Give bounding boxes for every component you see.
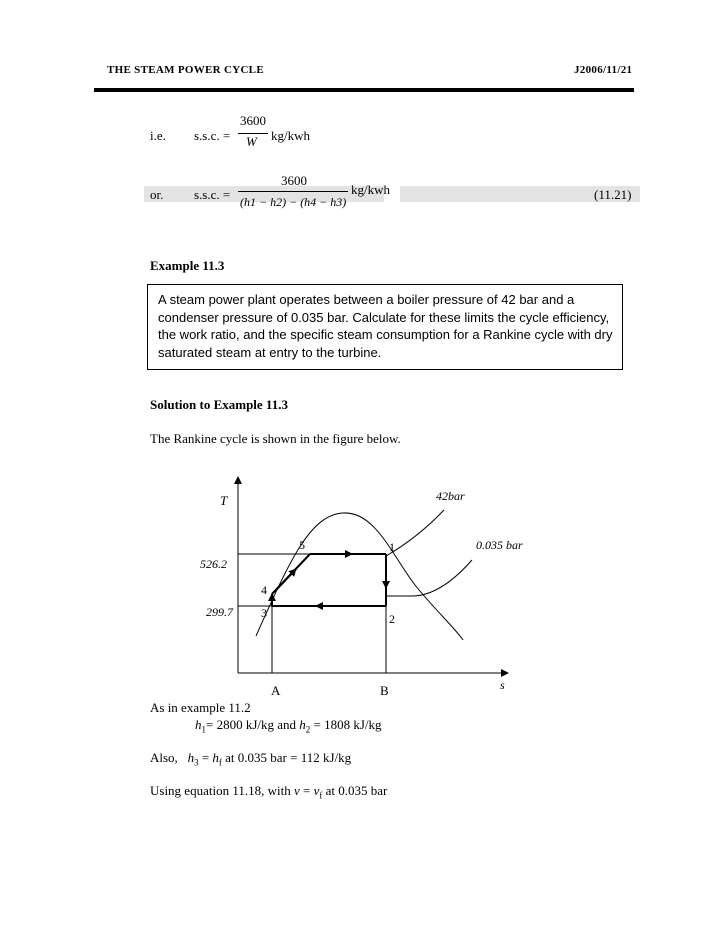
hf-symbol: h <box>212 750 219 765</box>
h1-value: = 2800 kJ/kg and <box>206 717 300 732</box>
eq1-lhs: s.s.c. = <box>194 128 231 143</box>
body-line-3 <box>150 750 351 768</box>
point-2: 2 <box>389 612 395 626</box>
solution-intro: The Rankine cycle is shown in the figure below. <box>150 431 401 446</box>
body-line-1: As in example 11.2 <box>150 700 251 715</box>
saturation-dome <box>256 513 463 640</box>
eq2-numerator: 3600 <box>281 173 307 188</box>
eq2-lhs: s.s.c. = <box>194 187 231 202</box>
eq2-number: (11.21) <box>594 187 632 202</box>
h2-value: = 1808 kJ/kg <box>310 717 382 732</box>
label-299: 299.7 <box>206 605 233 619</box>
body-line-4 <box>150 783 387 801</box>
h3-subscript: 3 <box>194 757 199 768</box>
s-axis-label: s <box>500 678 505 692</box>
vf-subscript: f <box>319 790 323 801</box>
eq1-denominator: W <box>246 134 257 149</box>
label-526: 526.2 <box>200 557 227 571</box>
v-equals: = <box>299 783 314 798</box>
point-1: 1 <box>389 540 395 554</box>
also-label: Also, <box>150 750 178 765</box>
h3-value: at 0.035 bar = 112 kJ/kg <box>221 750 352 765</box>
isobar-0035bar <box>386 560 472 596</box>
example-title: Example 11.3 <box>150 258 225 273</box>
eq1-unit: kg/kwh <box>271 128 310 143</box>
h1-subscript: 1 <box>201 724 206 735</box>
t-axis-label: T <box>220 493 228 508</box>
header-title: THE STEAM POWER CYCLE <box>107 64 264 76</box>
point-5: 5 <box>299 538 305 552</box>
mark-A: A <box>271 683 281 698</box>
h3-equals: = <box>198 750 213 765</box>
label-0035bar: 0.035 bar <box>476 538 523 552</box>
using-eq-text: Using equation 11.18, with <box>150 783 294 798</box>
body-line-2 <box>195 717 382 735</box>
h2-subscript: 2 <box>305 724 311 735</box>
point-3: 3 <box>261 606 267 620</box>
vf-condition: at 0.035 bar <box>322 783 388 798</box>
eq1-prefix: i.e. <box>150 128 166 143</box>
hf-subscript: f <box>218 757 222 768</box>
h2-symbol: h <box>299 717 306 732</box>
vf-symbol: v <box>313 783 320 798</box>
v-symbol: v <box>293 783 300 798</box>
eq2-denominator: (h1 − h2) − (h4 − h3) <box>240 195 347 209</box>
eq2-prefix: or. <box>150 187 164 202</box>
example-text: A steam power plant operates between a boiler pressure of 42 bar and a condenser pressure of 0.035 bar. Calculate for these limits the cycle efficiency, the work ratio, and the specific steam consumption for a Rankine cycle with dry saturated steam at entry to the turbine. <box>158 292 613 360</box>
solution-title: Solution to Example 11.3 <box>150 397 288 412</box>
header-page-ref: J2006/11/21 <box>574 64 633 76</box>
point-4: 4 <box>261 583 267 597</box>
mark-B: B <box>380 683 389 698</box>
eq1-numerator: 3600 <box>240 113 266 128</box>
h3-symbol: h <box>187 750 195 765</box>
label-42bar: 42bar <box>436 489 465 503</box>
eq2-unit: kg/kwh <box>351 182 390 197</box>
h1-symbol: h <box>195 717 202 732</box>
